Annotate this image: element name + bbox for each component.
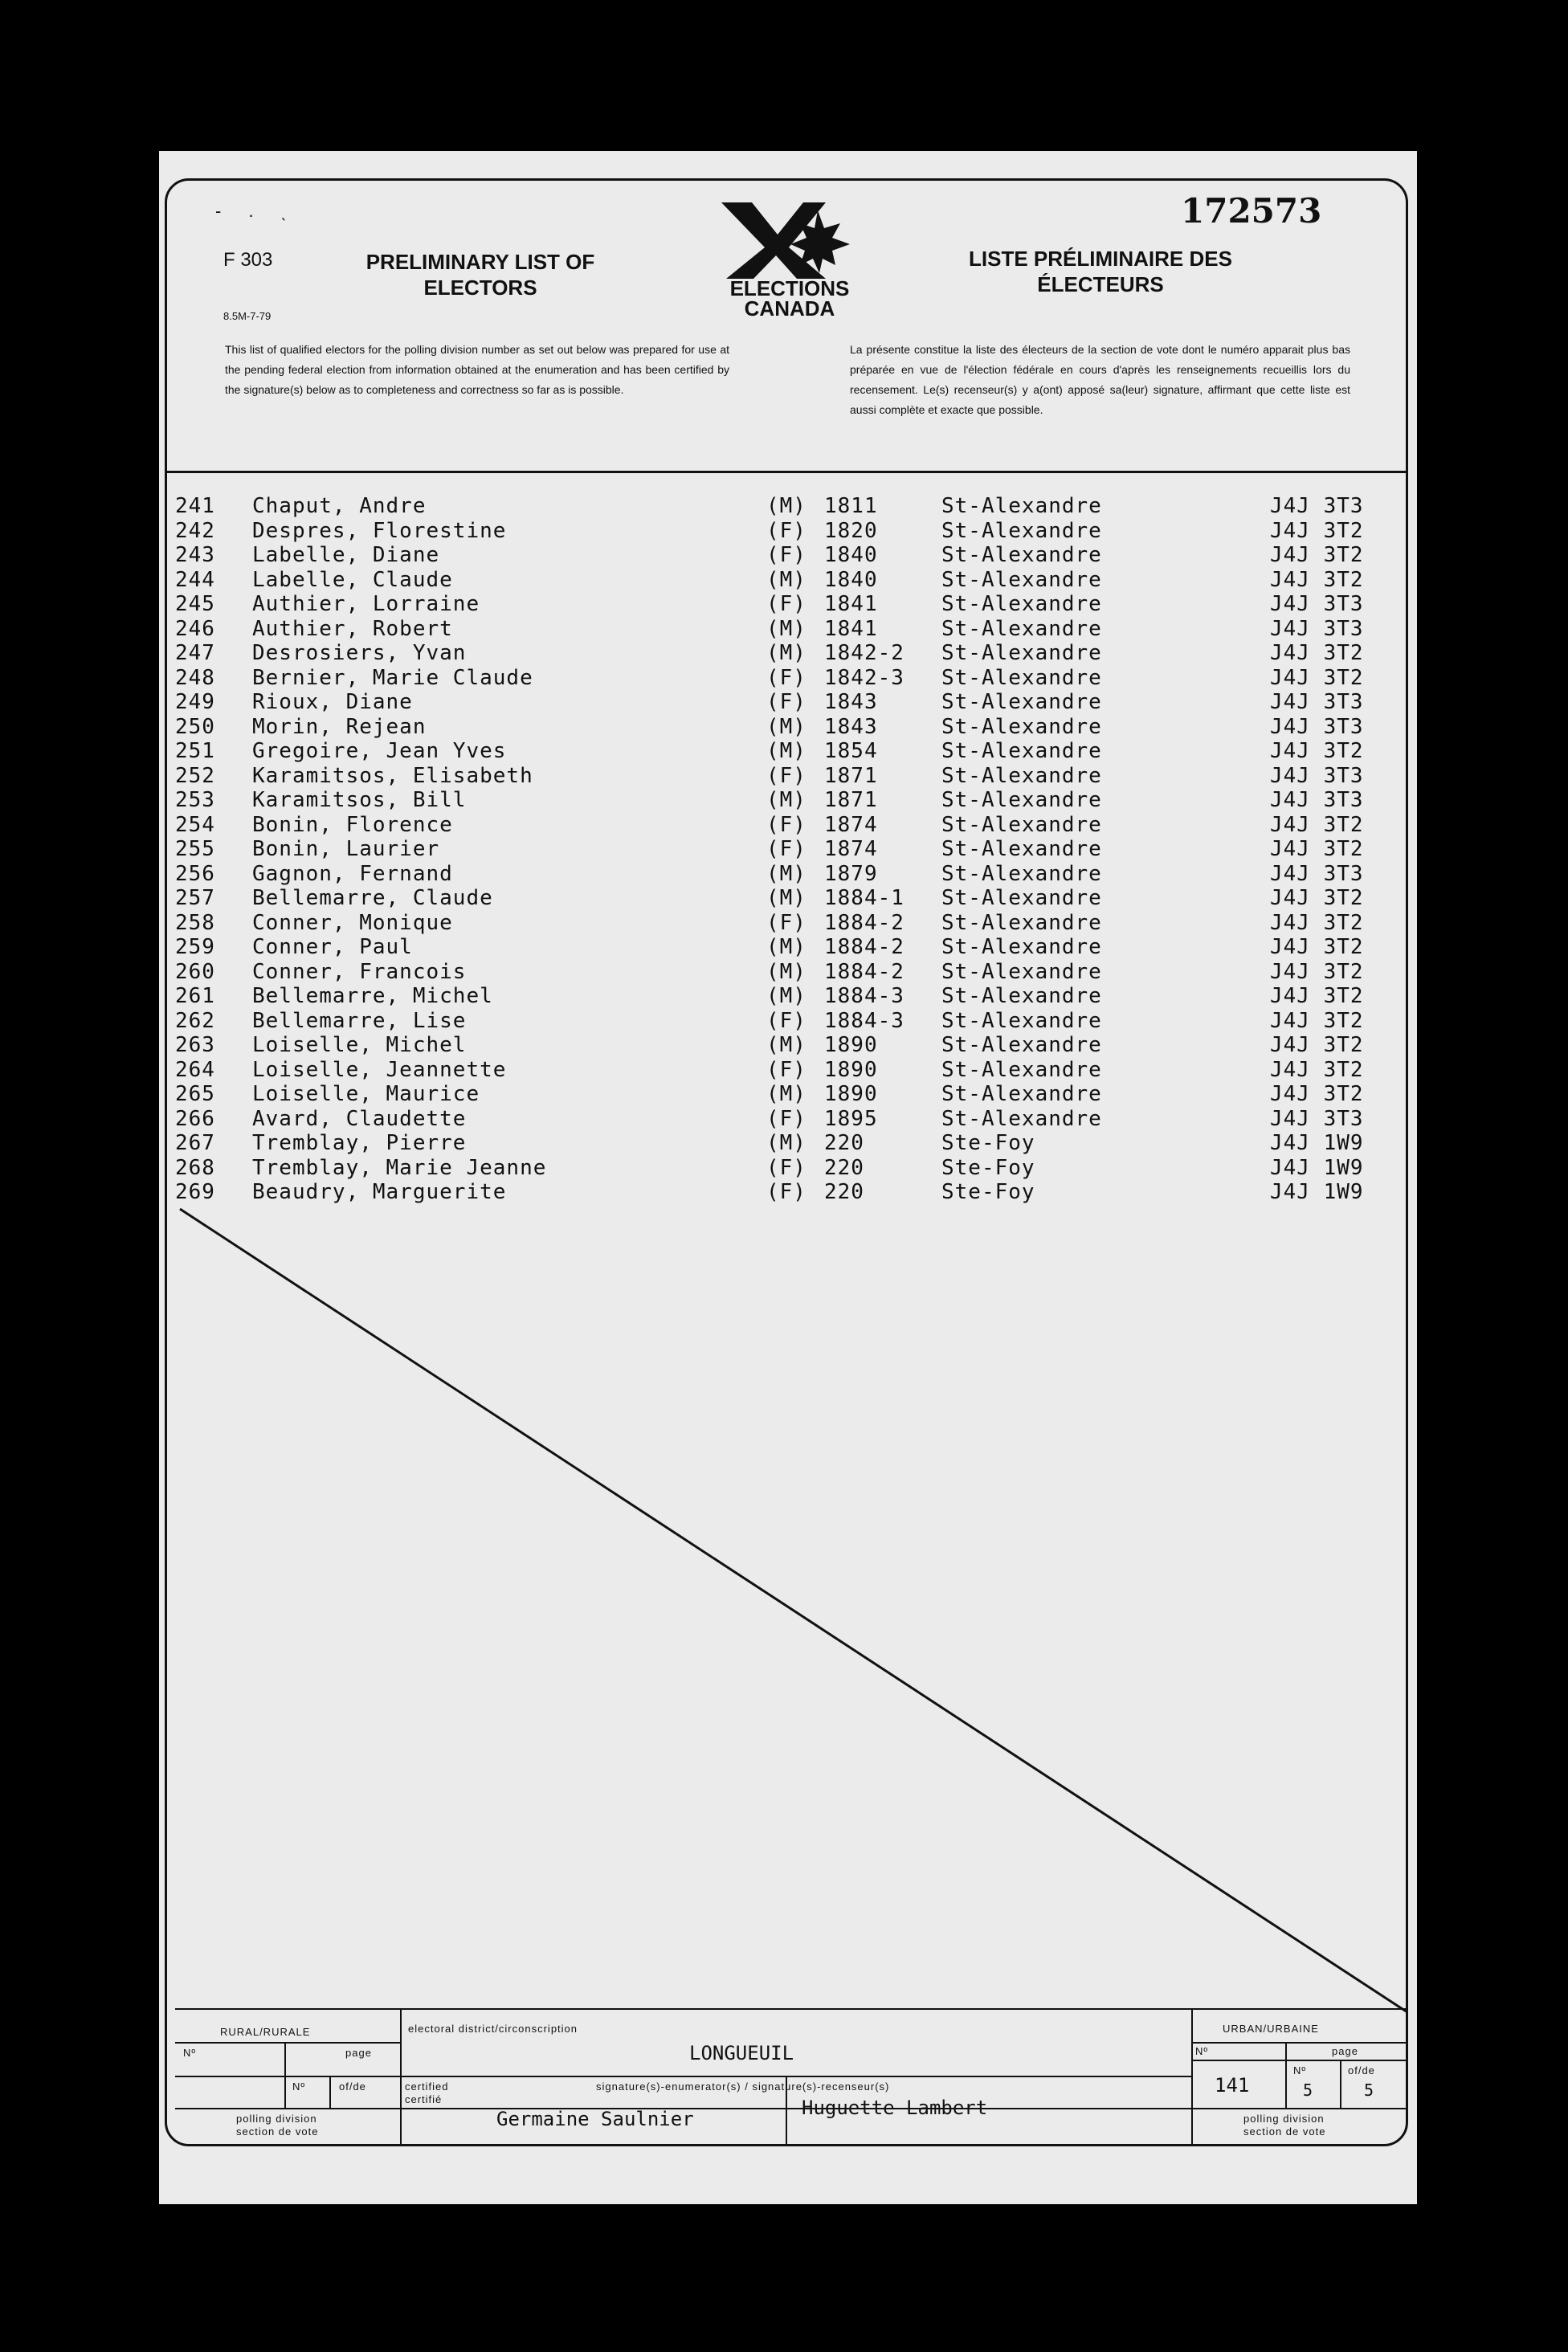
- elector-name: Authier, Lorraine: [252, 592, 480, 616]
- elector-civic-number: 220: [824, 1180, 864, 1204]
- elector-postal-code: J4J 3T3: [1270, 1106, 1364, 1131]
- elector-name: Bonin, Florence: [252, 812, 453, 837]
- certified-label-1: certified: [405, 2080, 449, 2093]
- elector-name: Loiselle, Maurice: [252, 1082, 480, 1106]
- urban-label: URBAN/URBAINE: [1223, 2023, 1319, 2035]
- elector-sex: (M): [766, 886, 806, 910]
- elector-civic-number: 1890: [824, 1082, 878, 1106]
- elector-name: Avard, Claudette: [252, 1106, 467, 1131]
- elector-name: Conner, Monique: [252, 910, 453, 935]
- elector-street: St-Alexandre: [941, 910, 1102, 935]
- elector-name: Bernier, Marie Claude: [252, 665, 533, 690]
- elector-civic-number: 1842-3: [824, 665, 904, 690]
- elector-sex: (M): [766, 1131, 806, 1155]
- elector-name: Beaudry, Marguerite: [252, 1180, 507, 1204]
- urban-rule-2: [1191, 2060, 1408, 2061]
- elector-number: 241: [175, 494, 215, 518]
- elector-sex: (F): [766, 1008, 806, 1033]
- elector-name: Karamitsos, Bill: [252, 788, 467, 812]
- elector-number: 249: [175, 690, 215, 714]
- elector-number: 266: [175, 1106, 215, 1131]
- rural-page-rule: [329, 2076, 331, 2108]
- elector-street: St-Alexandre: [941, 837, 1102, 861]
- elector-postal-code: J4J 3T2: [1270, 959, 1364, 984]
- certified-label-2: certifié: [405, 2093, 443, 2105]
- urban-page-rule: [1340, 2060, 1341, 2108]
- elector-street: St-Alexandre: [941, 739, 1102, 763]
- elector-number: 257: [175, 886, 215, 910]
- corner-ticks: - . ˎ: [215, 201, 298, 221]
- elector-number: 253: [175, 788, 215, 812]
- elector-sex: (F): [766, 1106, 806, 1131]
- elector-sex: (F): [766, 910, 806, 935]
- rural-label: RURAL/RURALE: [220, 2026, 311, 2038]
- elector-number: 260: [175, 959, 215, 984]
- elector-street: Ste-Foy: [941, 1131, 1035, 1155]
- elector-postal-code: J4J 3T2: [1270, 812, 1364, 837]
- elector-street: St-Alexandre: [941, 714, 1102, 739]
- elector-civic-number: 1884-3: [824, 984, 904, 1008]
- elector-civic-number: 220: [824, 1155, 864, 1180]
- elector-sex: (M): [766, 1033, 806, 1057]
- elector-sex: (M): [766, 567, 806, 592]
- elector-number: 247: [175, 641, 215, 665]
- elector-name: Bellemarre, Michel: [252, 984, 493, 1008]
- elector-street: St-Alexandre: [941, 1082, 1102, 1106]
- elector-sex: (F): [766, 543, 806, 567]
- elector-civic-number: 1840: [824, 567, 878, 592]
- elector-sex: (F): [766, 665, 806, 690]
- elector-name: Desrosiers, Yvan: [252, 641, 467, 665]
- urban-no-rule: [1285, 2042, 1287, 2108]
- elector-sex: (F): [766, 518, 806, 543]
- elector-postal-code: J4J 3T3: [1270, 592, 1364, 616]
- elector-street: St-Alexandre: [941, 543, 1102, 567]
- elector-postal-code: J4J 3T3: [1270, 616, 1364, 641]
- elector-sex: (M): [766, 861, 806, 886]
- rural-of-label: of/de: [339, 2080, 366, 2093]
- elector-sex: (M): [766, 788, 806, 812]
- certification-text-french: La présente constitue la liste des électeurs de la section de vote dont le numéro apparait plus bas préparée en vue de l'élection fédérale en cours d'après les renseignements recueillis lors du recensement. Le(s) recenseur(s) y a(ont) apposé sa(leur) signature, affirmant que cette liste est aussi complète et exacte que possible.: [850, 343, 1350, 416]
- polling-label-2: section de vote: [236, 2125, 319, 2138]
- rural-no-label: Nº: [183, 2047, 197, 2059]
- elector-sex: (M): [766, 1082, 806, 1106]
- elector-street: St-Alexandre: [941, 861, 1102, 886]
- elector-name: Conner, Paul: [252, 935, 413, 959]
- elector-postal-code: J4J 3T2: [1270, 935, 1364, 959]
- elector-postal-code: J4J 3T2: [1270, 837, 1364, 861]
- urban-page-label: page: [1332, 2045, 1358, 2057]
- elector-postal-code: J4J 3T2: [1270, 910, 1364, 935]
- elector-number: 263: [175, 1033, 215, 1057]
- elector-street: Ste-Foy: [941, 1180, 1035, 1204]
- elector-civic-number: 1884-2: [824, 959, 904, 984]
- elector-postal-code: J4J 1W9: [1270, 1180, 1364, 1204]
- signature-1: Germaine Saulnier: [496, 2108, 694, 2130]
- rural-no-rule: [284, 2042, 286, 2108]
- elector-postal-code: J4J 3T2: [1270, 739, 1364, 763]
- elector-name: Karamitsos, Elisabeth: [252, 763, 533, 788]
- elector-civic-number: 1811: [824, 494, 878, 518]
- logo-line1: ELECTIONS: [729, 276, 850, 300]
- elector-street: St-Alexandre: [941, 518, 1102, 543]
- elector-sex: (F): [766, 690, 806, 714]
- elector-postal-code: J4J 3T2: [1270, 518, 1364, 543]
- elector-postal-code: J4J 3T3: [1270, 714, 1364, 739]
- elector-number: 267: [175, 1131, 215, 1155]
- elector-street: St-Alexandre: [941, 812, 1102, 837]
- elector-civic-number: 1841: [824, 616, 878, 641]
- signature-2: Huguette Lambert: [802, 2097, 988, 2119]
- elector-number: 242: [175, 518, 215, 543]
- elector-civic-number: 1884-1: [824, 886, 904, 910]
- elector-civic-number: 1884-2: [824, 910, 904, 935]
- elector-name: Despres, Florestine: [252, 518, 507, 543]
- elector-number: 255: [175, 837, 215, 861]
- elector-number: 268: [175, 1155, 215, 1180]
- elector-postal-code: J4J 3T2: [1270, 665, 1364, 690]
- elector-sex: (M): [766, 935, 806, 959]
- title-en-line1: PRELIMINARY LIST OF: [365, 250, 595, 274]
- elector-name: Chaput, Andre: [252, 494, 427, 518]
- elector-sex: (F): [766, 763, 806, 788]
- elector-postal-code: J4J 3T2: [1270, 886, 1364, 910]
- elector-street: St-Alexandre: [941, 763, 1102, 788]
- elector-name: Tremblay, Marie Jeanne: [252, 1155, 547, 1180]
- title-fr-line1: LISTE PRÉLIMINAIRE DES: [969, 247, 1232, 271]
- title-fr-line2: ÉLECTEURS: [1037, 272, 1164, 296]
- elector-postal-code: J4J 3T3: [1270, 690, 1364, 714]
- elector-civic-number: 1884-2: [824, 935, 904, 959]
- elector-civic-number: 1843: [824, 690, 878, 714]
- title-en-line2: ELECTORS: [423, 276, 537, 300]
- elector-number: 264: [175, 1057, 215, 1082]
- polling-label-1: polling division: [236, 2113, 317, 2125]
- elector-postal-code: J4J 3T3: [1270, 763, 1364, 788]
- elector-postal-code: J4J 3T2: [1270, 567, 1364, 592]
- elector-street: St-Alexandre: [941, 1033, 1102, 1057]
- elector-street: St-Alexandre: [941, 690, 1102, 714]
- form-date: 8.5M-7-79: [223, 310, 272, 322]
- footer-mid-rule: [175, 2076, 1191, 2077]
- footer-form: [175, 2008, 1408, 2145]
- elector-street: St-Alexandre: [941, 641, 1102, 665]
- elector-postal-code: J4J 1W9: [1270, 1131, 1364, 1155]
- elector-name: Bellemarre, Claude: [252, 886, 493, 910]
- elector-street: St-Alexandre: [941, 1008, 1102, 1033]
- elector-civic-number: 1840: [824, 543, 878, 567]
- elector-civic-number: 1884-3: [824, 1008, 904, 1033]
- elector-postal-code: J4J 3T3: [1270, 788, 1364, 812]
- elector-number: 246: [175, 616, 215, 641]
- elector-street: St-Alexandre: [941, 616, 1102, 641]
- rural-vertical-rule: [400, 2008, 402, 2145]
- elector-name: Conner, Francois: [252, 959, 467, 984]
- elector-street: St-Alexandre: [941, 1106, 1102, 1131]
- footer-rule-low: [175, 2108, 1408, 2109]
- elector-name: Labelle, Diane: [252, 543, 440, 567]
- elector-name: Loiselle, Michel: [252, 1033, 467, 1057]
- elector-street: St-Alexandre: [941, 592, 1102, 616]
- elector-civic-number: 1843: [824, 714, 878, 739]
- elector-civic-number: 1895: [824, 1106, 878, 1131]
- elector-number: 258: [175, 910, 215, 935]
- elector-sex: (F): [766, 837, 806, 861]
- elector-postal-code: J4J 3T2: [1270, 641, 1364, 665]
- certification-text-english: This list of qualified electors for the polling division number as set out below was prepared for use at the pending federal election from information obtained at the enumeration and has been certified by the signature(s) below as to completeness and correctness so far as is possible.: [225, 343, 729, 396]
- elector-sex: (F): [766, 592, 806, 616]
- urban-no-value: 141: [1215, 2074, 1250, 2097]
- elector-street: St-Alexandre: [941, 494, 1102, 518]
- elector-sex: (M): [766, 641, 806, 665]
- elector-civic-number: 1841: [824, 592, 878, 616]
- elector-name: Authier, Robert: [252, 616, 453, 641]
- district-label: electoral district/circonscription: [408, 2023, 578, 2035]
- district-value: LONGUEUIL: [689, 2042, 794, 2064]
- elector-civic-number: 1890: [824, 1057, 878, 1082]
- elector-street: St-Alexandre: [941, 935, 1102, 959]
- signature-label: signature(s)-enumerator(s) / signature(s)-recenseur(s): [596, 2080, 890, 2093]
- elector-number: 243: [175, 543, 215, 567]
- form-code: F 303: [223, 249, 273, 271]
- elector-street: Ste-Foy: [941, 1155, 1035, 1180]
- elector-number: 261: [175, 984, 215, 1008]
- urban-page-of-value: 5: [1364, 2080, 1374, 2100]
- elector-postal-code: J4J 3T2: [1270, 1057, 1364, 1082]
- elector-number: 252: [175, 763, 215, 788]
- elector-name: Gagnon, Fernand: [252, 861, 453, 886]
- urban-page-no-label: Nº: [1293, 2064, 1307, 2076]
- elector-sex: (M): [766, 714, 806, 739]
- elector-postal-code: J4J 3T3: [1270, 861, 1364, 886]
- elector-street: St-Alexandre: [941, 567, 1102, 592]
- urban-no-label: Nº: [1195, 2045, 1209, 2057]
- elector-number: 256: [175, 861, 215, 886]
- elector-name: Bellemarre, Lise: [252, 1008, 467, 1033]
- elector-street: St-Alexandre: [941, 959, 1102, 984]
- elector-name: Rioux, Diane: [252, 690, 413, 714]
- elector-number: 269: [175, 1180, 215, 1204]
- urban-page-no-value: 5: [1303, 2080, 1313, 2100]
- elector-civic-number: 1871: [824, 763, 878, 788]
- elector-number: 244: [175, 567, 215, 592]
- elector-postal-code: J4J 3T2: [1270, 543, 1364, 567]
- elector-sex: (M): [766, 739, 806, 763]
- logo-line2: CANADA: [744, 296, 835, 319]
- elector-number: 254: [175, 812, 215, 837]
- elector-number: 265: [175, 1082, 215, 1106]
- elector-postal-code: J4J 3T2: [1270, 1082, 1364, 1106]
- rural-rule-1: [175, 2042, 400, 2044]
- elector-number: 251: [175, 739, 215, 763]
- elector-civic-number: 1879: [824, 861, 878, 886]
- urban-of-label: of/de: [1348, 2064, 1375, 2076]
- elector-street: St-Alexandre: [941, 886, 1102, 910]
- elector-postal-code: J4J 3T3: [1270, 494, 1364, 518]
- urban-polling-label-1: polling division: [1243, 2113, 1325, 2125]
- elector-number: 245: [175, 592, 215, 616]
- elector-number: 262: [175, 1008, 215, 1033]
- elector-civic-number: 1890: [824, 1033, 878, 1057]
- rural-page-no-label: Nº: [292, 2080, 306, 2093]
- elector-street: St-Alexandre: [941, 788, 1102, 812]
- elector-sex: (M): [766, 494, 806, 518]
- elector-civic-number: 1854: [824, 739, 878, 763]
- elector-sex: (M): [766, 616, 806, 641]
- urban-vertical-rule: [1191, 2008, 1193, 2145]
- elector-sex: (M): [766, 984, 806, 1008]
- elector-civic-number: 1871: [824, 788, 878, 812]
- elector-civic-number: 1874: [824, 837, 878, 861]
- elector-street: St-Alexandre: [941, 984, 1102, 1008]
- elector-postal-code: J4J 3T2: [1270, 1008, 1364, 1033]
- elector-sex: (F): [766, 1057, 806, 1082]
- urban-rule-1: [1191, 2042, 1408, 2044]
- elector-name: Tremblay, Pierre: [252, 1131, 467, 1155]
- elector-street: St-Alexandre: [941, 665, 1102, 690]
- elector-name: Morin, Rejean: [252, 714, 427, 739]
- elector-number: 250: [175, 714, 215, 739]
- rural-page-label: page: [345, 2047, 372, 2059]
- elector-street: St-Alexandre: [941, 1057, 1102, 1082]
- elector-sex: (M): [766, 959, 806, 984]
- elector-postal-code: J4J 3T2: [1270, 984, 1364, 1008]
- elector-civic-number: 1842-2: [824, 641, 904, 665]
- elector-civic-number: 220: [824, 1131, 864, 1155]
- footer-top-rule: [175, 2008, 1408, 2010]
- urban-polling-label-2: section de vote: [1243, 2125, 1326, 2138]
- elector-name: Loiselle, Jeannette: [252, 1057, 507, 1082]
- elector-civic-number: 1874: [824, 812, 878, 837]
- elector-sex: (F): [766, 812, 806, 837]
- elector-postal-code: J4J 1W9: [1270, 1155, 1364, 1180]
- elector-name: Labelle, Claude: [252, 567, 453, 592]
- elector-name: Gregoire, Jean Yves: [252, 739, 507, 763]
- elector-civic-number: 1820: [824, 518, 878, 543]
- elector-number: 248: [175, 665, 215, 690]
- elector-postal-code: J4J 3T2: [1270, 1033, 1364, 1057]
- elector-name: Bonin, Laurier: [252, 837, 440, 861]
- serial-number: 172573: [1181, 191, 1322, 231]
- elector-number: 259: [175, 935, 215, 959]
- elector-sex: (F): [766, 1155, 806, 1180]
- elector-sex: (F): [766, 1180, 806, 1204]
